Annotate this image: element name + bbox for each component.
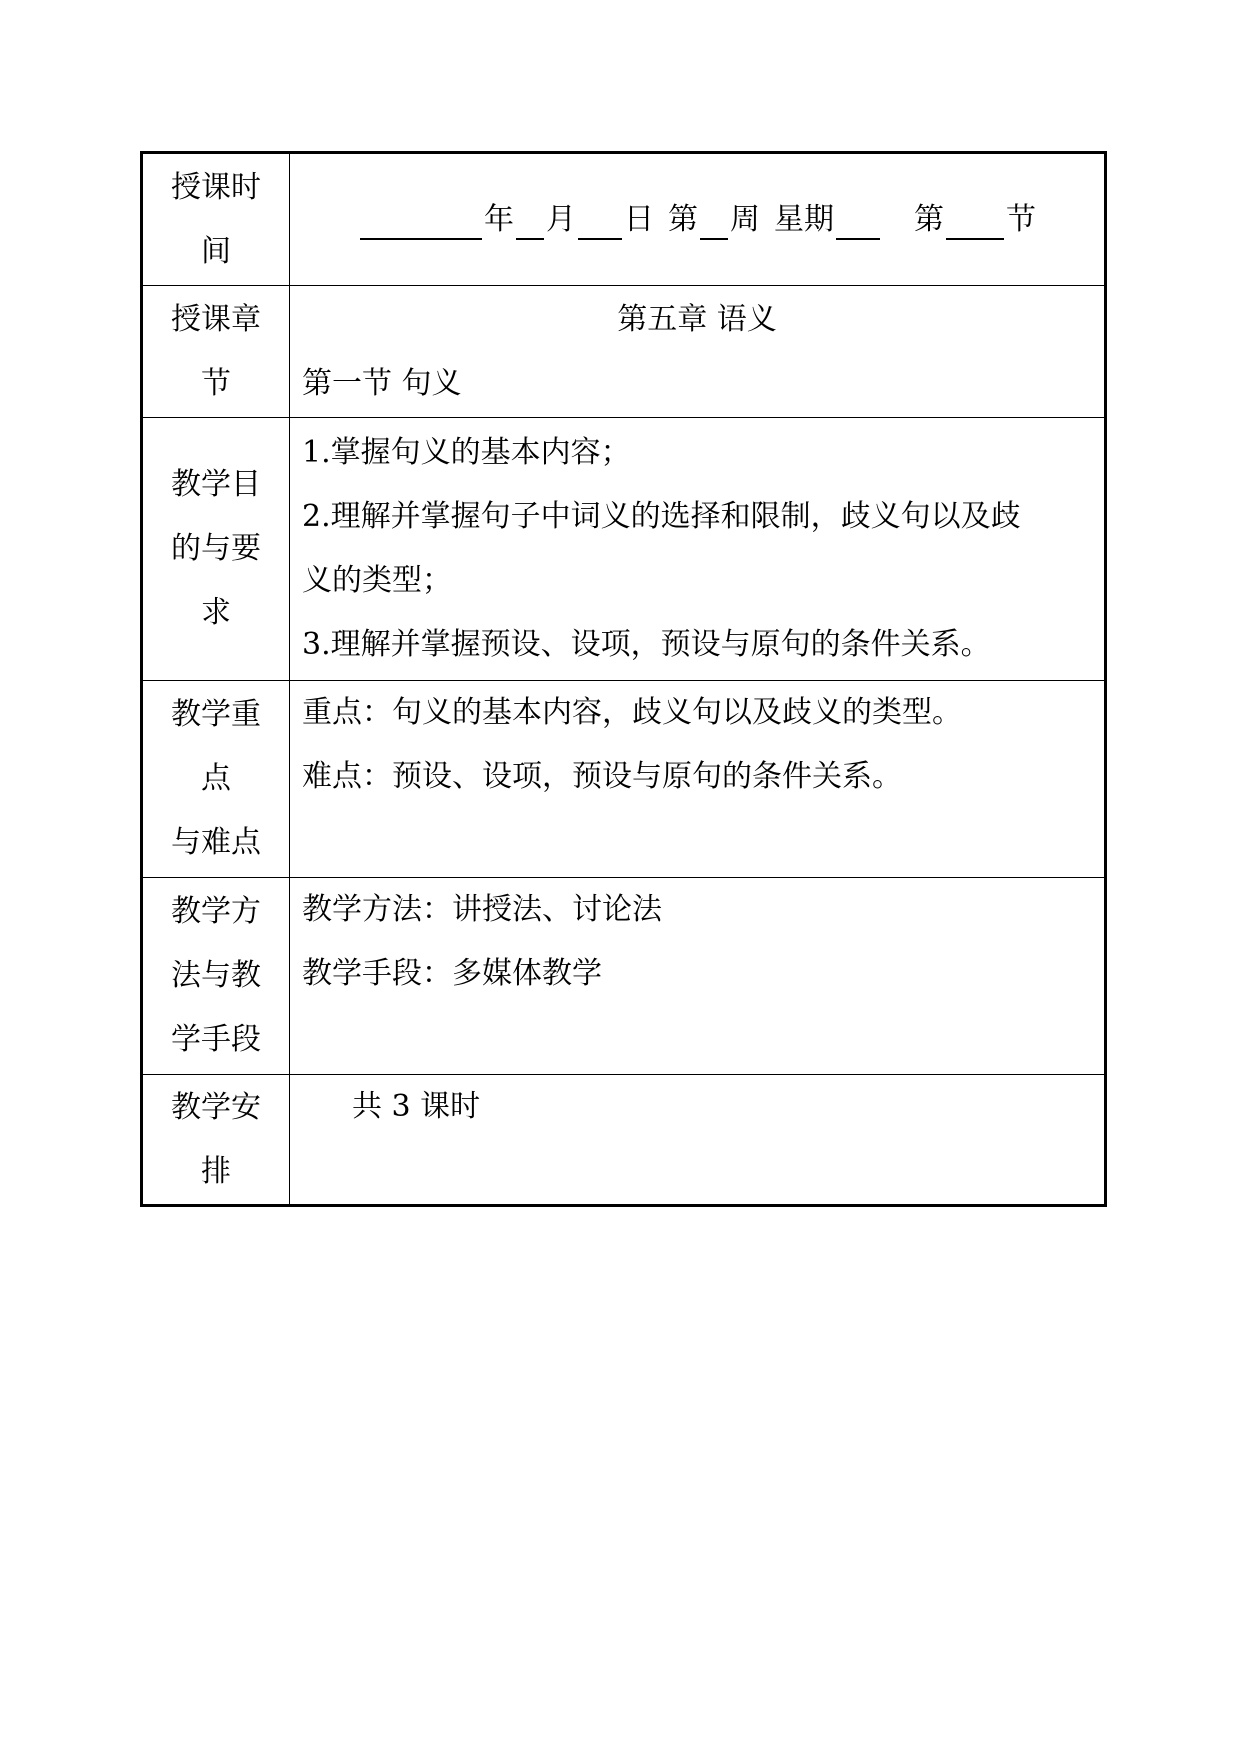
label-key-points: [142, 681, 290, 878]
methods-content: [290, 878, 1106, 1075]
objective-item: 1.掌握句义的基本内容；: [302, 435, 631, 470]
year-label: 年: [484, 201, 514, 237]
label-class-time: [142, 153, 290, 286]
label-line: 间: [201, 233, 231, 269]
difficult-point: 难点：预设、设项，预设与原句的条件关系。: [302, 759, 902, 794]
objective-item: 3.理解并掌握预设、设项，预设与原句的条件关系。: [302, 627, 991, 662]
teaching-means: 教学手段：多媒体教学: [302, 956, 602, 991]
label-line: 求: [201, 595, 231, 630]
month-label: 月: [546, 201, 576, 237]
weekday-label: 星期: [774, 201, 834, 237]
label-line: 教学目: [171, 467, 261, 502]
year-blank[interactable]: [360, 200, 482, 240]
row-methods: [142, 878, 1106, 1075]
label-line: 授课章: [171, 301, 261, 337]
label-schedule: [142, 1075, 290, 1206]
section-prefix: 第: [914, 201, 944, 237]
section-blank[interactable]: [946, 200, 1004, 240]
label-line: 节: [201, 365, 231, 401]
month-blank[interactable]: [516, 200, 544, 240]
objective-item: 2.理解并掌握句子中词义的选择和限制，歧义句以及歧: [302, 499, 1021, 534]
date-blanks: [302, 155, 1092, 285]
row-class-time: [142, 153, 1106, 286]
class-time-field[interactable]: [290, 153, 1106, 286]
label-chapter: [142, 286, 290, 418]
row-key-points: [142, 681, 1106, 878]
teaching-method: 教学方法：讲授法、讨论法: [302, 892, 662, 927]
chapter-content: [290, 286, 1106, 418]
label-line: 教学安: [171, 1089, 261, 1125]
row-schedule: [142, 1075, 1106, 1206]
row-chapter: [142, 286, 1106, 418]
label-line: 点: [201, 761, 231, 796]
chapter-title: 第五章 语义: [617, 301, 777, 337]
day-blank[interactable]: [578, 200, 622, 240]
key-point: 重点：句义的基本内容，歧义句以及歧义的类型。: [302, 695, 962, 730]
label-line: 教学重: [171, 697, 261, 732]
label-line: 排: [201, 1153, 231, 1189]
label-line: 学手段: [171, 1022, 261, 1057]
schedule-hours: 共 3 课时: [352, 1089, 481, 1124]
label-methods: [142, 878, 290, 1075]
lesson-plan-page: [140, 151, 1107, 1207]
section-suffix: 节: [1006, 201, 1036, 237]
week-prefix: 第: [668, 201, 698, 237]
label-line: 的与要: [171, 531, 261, 566]
objective-item: 义的类型；: [302, 563, 452, 598]
day-label: 日: [624, 201, 654, 237]
key-points-content: [290, 681, 1106, 878]
week-suffix: 周: [730, 201, 760, 237]
weekday-blank[interactable]: [836, 200, 880, 240]
label-objectives: [142, 418, 290, 681]
label-line: 法与教: [171, 958, 261, 993]
section-title: 第一节 句义: [302, 365, 462, 401]
label-line: 授课时: [171, 169, 261, 205]
objectives-content: [290, 418, 1106, 681]
label-line: 与难点: [171, 825, 261, 860]
row-objectives: [142, 418, 1106, 681]
label-line: 教学方: [171, 894, 261, 929]
lesson-plan-table: [140, 151, 1107, 1207]
week-blank[interactable]: [700, 200, 728, 240]
schedule-content: [290, 1075, 1106, 1206]
